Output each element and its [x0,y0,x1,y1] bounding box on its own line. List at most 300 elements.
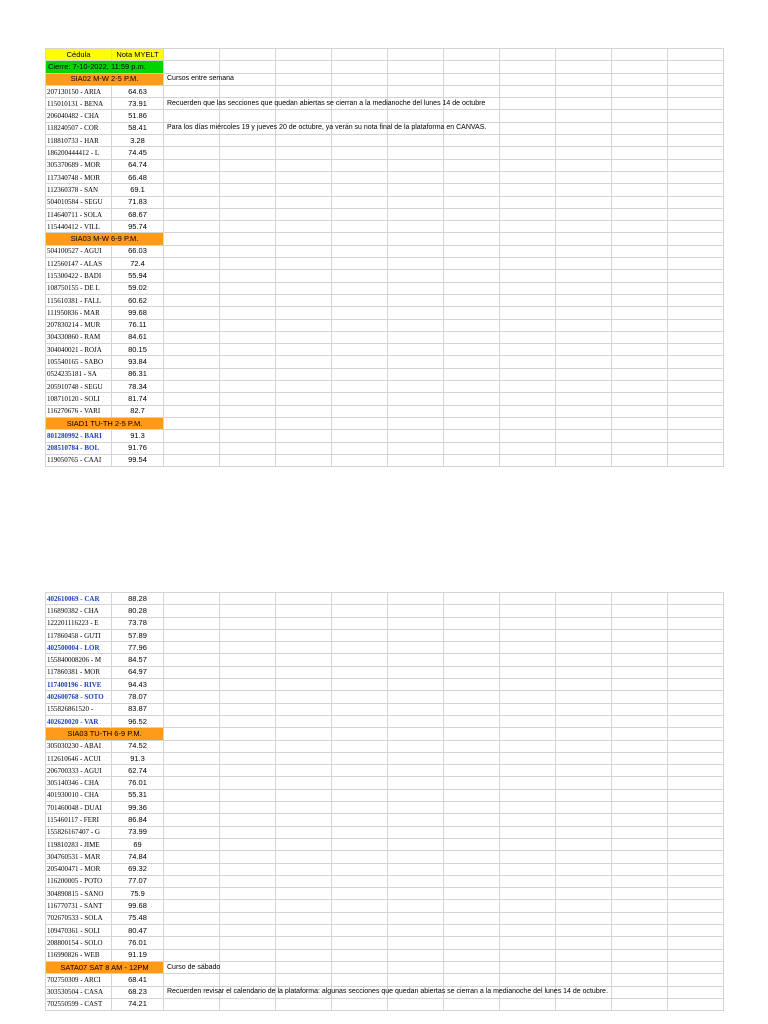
student-row [46,765,724,777]
empty-cell [388,826,444,838]
empty-cell [668,666,724,678]
empty-cell [444,233,500,245]
note-cell [164,381,220,393]
empty-cell [500,777,556,789]
student-id: 116270676 - VARI [46,405,112,417]
empty-cell [500,442,556,454]
empty-cell [276,925,332,937]
empty-cell [388,110,444,122]
empty-cell [332,344,388,356]
note-cell [164,196,220,208]
note-cell [164,949,220,961]
empty-cell [500,629,556,641]
student-row [46,691,724,703]
empty-cell [332,875,388,887]
myelt-score: 96.52 [112,715,164,727]
empty-cell [444,617,500,629]
empty-cell [332,777,388,789]
empty-cell [332,593,388,605]
empty-cell [556,629,612,641]
empty-cell [668,925,724,937]
student-row [46,208,724,220]
empty-cell [612,270,668,282]
empty-cell [276,294,332,306]
empty-cell [612,294,668,306]
student-row [46,344,724,356]
empty-cell [444,319,500,331]
empty-cell [556,85,612,97]
student-id: 119050765 - CAAI [46,454,112,466]
empty-cell [556,233,612,245]
student-id: 504100527 - AGUI [46,245,112,257]
empty-cell [276,802,332,814]
empty-cell [388,838,444,850]
empty-cell [220,233,276,245]
empty-cell [276,728,332,740]
note-cell [164,110,220,122]
empty-cell [556,307,612,319]
empty-cell [612,405,668,417]
empty-cell [220,417,276,429]
empty-cell [388,85,444,97]
empty-cell [556,405,612,417]
student-id: 155826861520 - [46,703,112,715]
empty-cell [444,949,500,961]
empty-cell [556,998,612,1010]
myelt-score: 73.91 [112,98,164,110]
empty-cell [668,826,724,838]
empty-cell [388,863,444,875]
empty-cell [220,135,276,147]
myelt-score: 74.84 [112,851,164,863]
empty-cell [220,998,276,1010]
student-id: 304760531 - MAR [46,851,112,863]
empty-cell [276,593,332,605]
student-id: 702670533 - SOLA [46,912,112,924]
empty-cell [276,666,332,678]
empty-cell [612,937,668,949]
empty-cell [220,605,276,617]
empty-cell [668,282,724,294]
empty-cell [276,777,332,789]
student-id: 117860458 - GUTI [46,629,112,641]
empty-cell [220,196,276,208]
student-id: 303530504 - CASA [46,986,112,998]
student-row [46,430,724,442]
student-id: 122201116223 - E [46,617,112,629]
empty-cell [444,85,500,97]
empty-cell [500,765,556,777]
myelt-score: 69 [112,838,164,850]
empty-cell [612,442,668,454]
empty-cell [668,405,724,417]
empty-cell [388,875,444,887]
myelt-score: 64.97 [112,666,164,678]
empty-cell [276,949,332,961]
empty-cell [220,826,276,838]
empty-cell [612,258,668,270]
student-row [46,715,724,727]
student-row [46,814,724,826]
empty-cell [444,110,500,122]
empty-cell [668,875,724,887]
empty-cell [276,405,332,417]
student-row [46,294,724,306]
myelt-score: 60.62 [112,294,164,306]
myelt-score: 91.3 [112,752,164,764]
empty-cell [500,912,556,924]
empty-cell [668,949,724,961]
empty-cell [332,171,388,183]
student-id: 801280992 - BARI [46,430,112,442]
student-row [46,135,724,147]
empty-cell [332,110,388,122]
empty-cell [668,986,724,998]
empty-cell [220,405,276,417]
student-id: 702550599 - CAST [46,998,112,1010]
empty-cell [220,319,276,331]
empty-cell [332,629,388,641]
student-id: 304040021 - ROJA [46,344,112,356]
empty-cell [612,728,668,740]
note-cell [164,912,220,924]
empty-cell [276,221,332,233]
empty-cell [612,319,668,331]
empty-cell [444,221,500,233]
empty-cell [556,442,612,454]
empty-cell [444,654,500,666]
myelt-score: 74.45 [112,147,164,159]
student-id: 118810733 - HAR [46,135,112,147]
student-row [46,368,724,380]
student-row [46,998,724,1010]
empty-cell [556,331,612,343]
empty-cell [388,405,444,417]
empty-cell [276,888,332,900]
empty-cell [612,233,668,245]
empty-cell [220,654,276,666]
student-row [46,752,724,764]
note-cell [164,728,220,740]
note-cell [164,937,220,949]
closing-row [46,61,724,73]
empty-cell [444,381,500,393]
empty-cell [612,135,668,147]
student-row [46,949,724,961]
empty-cell [444,417,500,429]
myelt-score: 99.68 [112,900,164,912]
empty-cell [668,863,724,875]
empty-cell [332,654,388,666]
empty-cell [220,617,276,629]
empty-cell [612,986,668,998]
empty-cell [276,442,332,454]
student-row [46,196,724,208]
empty-cell [332,740,388,752]
note-cell [164,740,220,752]
empty-cell [220,454,276,466]
myelt-score: 69.32 [112,863,164,875]
empty-cell [276,900,332,912]
empty-cell [500,752,556,764]
empty-cell [388,208,444,220]
note-cell [164,135,220,147]
empty-cell [276,368,332,380]
empty-cell [332,381,388,393]
section-label: SIA03 M-W 6-9 P.M. [46,233,164,245]
myelt-score: 95.74 [112,221,164,233]
empty-cell [276,319,332,331]
empty-cell [556,171,612,183]
student-id: 116770731 - SANT [46,900,112,912]
empty-cell [612,925,668,937]
empty-cell [332,196,388,208]
empty-cell [444,73,500,85]
empty-cell [444,294,500,306]
student-row [46,393,724,405]
empty-cell [276,826,332,838]
student-row [46,703,724,715]
empty-cell [556,900,612,912]
note-cell [164,875,220,887]
empty-cell [276,998,332,1010]
empty-cell [500,888,556,900]
empty-cell [556,789,612,801]
empty-cell [332,245,388,257]
empty-cell [500,356,556,368]
empty-cell [444,405,500,417]
empty-cell [220,728,276,740]
student-id: 304890815 - SANO [46,888,112,900]
myelt-score: 64.63 [112,85,164,97]
empty-cell [388,258,444,270]
student-row [46,147,724,159]
empty-cell [276,974,332,986]
empty-cell [556,765,612,777]
empty-cell [500,605,556,617]
empty-cell [444,258,500,270]
empty-cell [388,282,444,294]
empty-cell [500,110,556,122]
student-id: 115010131 - BENA [46,98,112,110]
empty-cell [332,442,388,454]
empty-cell [556,863,612,875]
header-row [46,49,724,61]
empty-cell [500,245,556,257]
note-cell: Recuerden revisar el calendario de la plataforma: algunas secciones que quedan abiertas se cierran a la medianoche del lunes 14 de octubre. [164,986,220,998]
student-id: 115610381 - FALL [46,294,112,306]
empty-cell [500,208,556,220]
section-header-row [46,73,724,85]
empty-cell [388,629,444,641]
empty-cell [556,282,612,294]
student-id: 109470361 - SOLI [46,925,112,937]
empty-cell [556,381,612,393]
empty-cell [444,430,500,442]
empty-cell [500,961,556,973]
note-cell [164,258,220,270]
empty-cell [444,888,500,900]
empty-cell [612,814,668,826]
empty-cell [332,728,388,740]
empty-cell [500,98,556,110]
empty-cell [388,642,444,654]
myelt-score: 80.15 [112,344,164,356]
empty-cell [276,208,332,220]
empty-cell [444,900,500,912]
myelt-score: 75.48 [112,912,164,924]
empty-cell [444,331,500,343]
student-row [46,863,724,875]
section-header-row [46,728,724,740]
empty-cell [612,184,668,196]
empty-cell [276,417,332,429]
empty-cell [276,356,332,368]
empty-cell [220,740,276,752]
empty-cell [556,135,612,147]
empty-cell [220,221,276,233]
student-row [46,777,724,789]
empty-cell [556,294,612,306]
empty-cell [444,998,500,1010]
empty-cell [388,740,444,752]
myelt-score: 78.07 [112,691,164,703]
empty-cell [500,998,556,1010]
empty-cell [500,393,556,405]
empty-cell [220,381,276,393]
empty-cell [668,135,724,147]
empty-cell [612,282,668,294]
note-cell: Cursos entre semana [164,73,220,85]
empty-cell [220,442,276,454]
myelt-score: 86.84 [112,814,164,826]
empty-cell [332,282,388,294]
empty-cell [388,593,444,605]
empty-cell [556,961,612,973]
empty-cell [444,666,500,678]
empty-cell [612,974,668,986]
student-row [46,98,724,110]
empty-cell [556,319,612,331]
note-cell [164,344,220,356]
student-row [46,900,724,912]
myelt-score: 68.23 [112,986,164,998]
note-cell [164,814,220,826]
note-cell: Curso de sábado [164,961,220,973]
student-id: 208800154 - SOLO [46,937,112,949]
empty-cell [556,605,612,617]
empty-cell [276,381,332,393]
student-id: 207130150 - ARIA [46,85,112,97]
empty-cell [220,642,276,654]
note-cell [164,654,220,666]
note-cell [164,974,220,986]
myelt-score: 57.89 [112,629,164,641]
empty-cell [500,270,556,282]
empty-cell [612,208,668,220]
empty-cell [612,654,668,666]
empty-cell [500,900,556,912]
myelt-score: 80.47 [112,925,164,937]
section-header-row [46,961,724,973]
empty-cell [332,184,388,196]
note-cell [164,617,220,629]
empty-cell [500,159,556,171]
empty-cell [556,110,612,122]
empty-cell [612,617,668,629]
section-header-row [46,417,724,429]
note-cell [164,159,220,171]
myelt-score: 91.76 [112,442,164,454]
empty-cell [612,159,668,171]
empty-cell [612,593,668,605]
myelt-score: 77.96 [112,642,164,654]
empty-cell [444,159,500,171]
empty-cell [444,135,500,147]
empty-cell [612,912,668,924]
empty-cell [220,961,276,973]
empty-cell [668,974,724,986]
empty-cell [556,430,612,442]
empty-cell [668,270,724,282]
empty-cell [556,356,612,368]
empty-cell [276,454,332,466]
empty-cell [444,851,500,863]
empty-cell [444,605,500,617]
empty-cell [500,282,556,294]
empty-cell [444,740,500,752]
note-cell [164,147,220,159]
note-cell [164,838,220,850]
empty-cell [332,937,388,949]
empty-cell [612,430,668,442]
empty-cell [332,863,388,875]
empty-cell [444,679,500,691]
note-cell [164,393,220,405]
empty-cell [668,728,724,740]
empty-cell [612,454,668,466]
empty-cell [668,147,724,159]
student-id: 108750155 - DE L [46,282,112,294]
empty-cell [668,344,724,356]
student-id: 155840008206 - M [46,654,112,666]
empty-cell [388,442,444,454]
empty-cell [612,629,668,641]
empty-cell [668,912,724,924]
empty-cell [332,814,388,826]
empty-cell [444,974,500,986]
empty-cell [612,196,668,208]
student-row [46,85,724,97]
empty-cell [332,417,388,429]
empty-cell [276,73,332,85]
empty-cell [668,654,724,666]
empty-cell [612,838,668,850]
myelt-score: 84.61 [112,331,164,343]
empty-cell [444,728,500,740]
student-row [46,171,724,183]
myelt-score: 66.48 [112,171,164,183]
student-id: 112560147 - ALAS [46,258,112,270]
student-row [46,838,724,850]
student-row [46,802,724,814]
empty-cell [612,171,668,183]
empty-cell [500,740,556,752]
myelt-score: 84.57 [112,654,164,666]
empty-cell [276,912,332,924]
empty-cell [556,208,612,220]
empty-cell [332,998,388,1010]
